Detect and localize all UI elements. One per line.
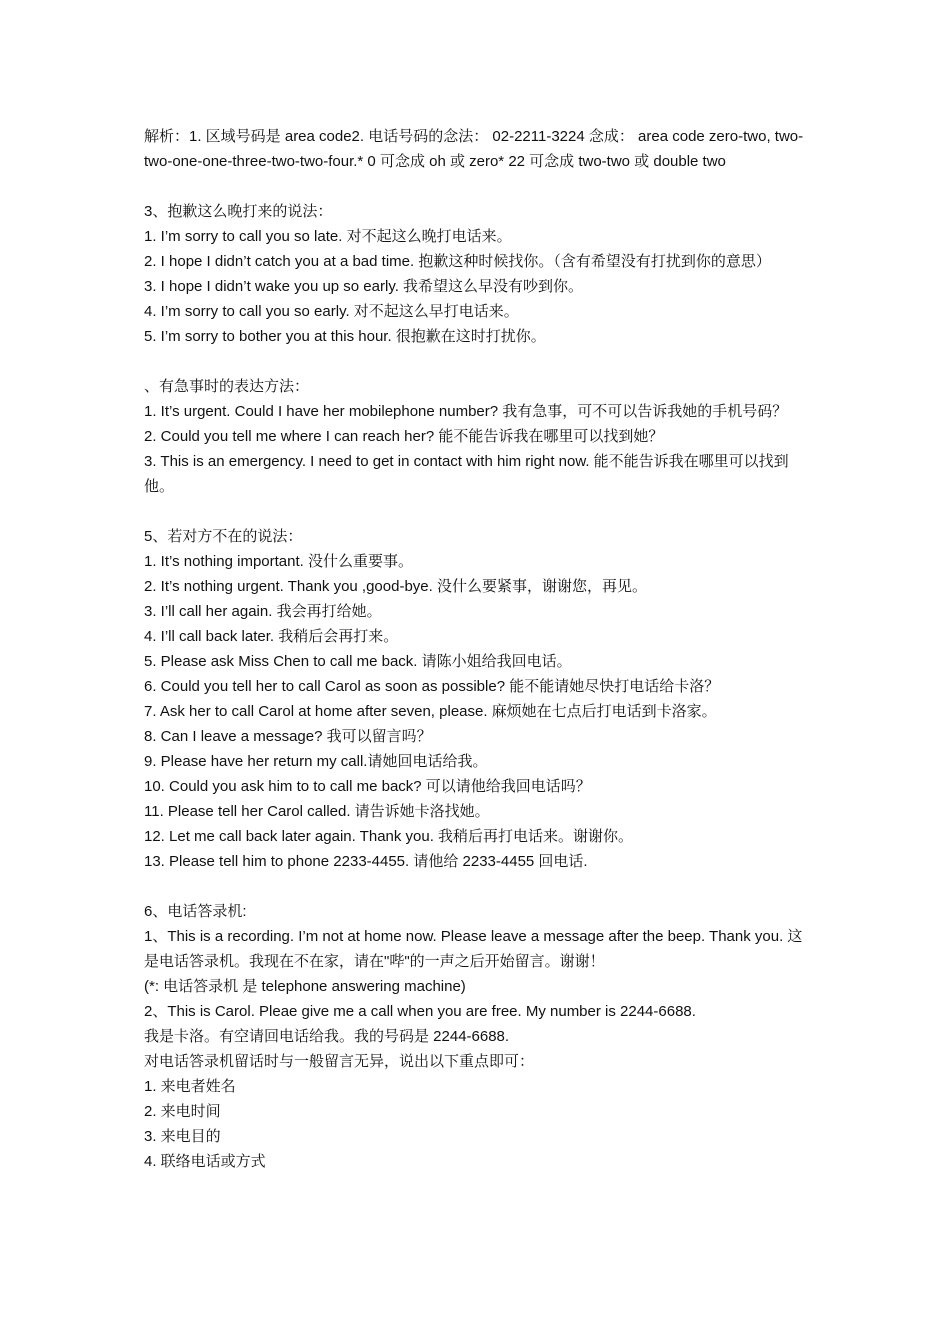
blank-line — [144, 874, 810, 899]
text-line: 4. 联络电话或方式 — [144, 1153, 266, 1170]
blank-line — [144, 174, 810, 199]
text-line: 3. I’ll call her again. 我会再打给她。 — [144, 603, 382, 620]
text-line: 6、电话答录机: — [144, 903, 247, 920]
text-line: 4. I’ll call back later. 我稍后会再打来。 — [144, 628, 399, 645]
text-line: 12. Let me call back later again. Thank you. 我稍后再打电话来。谢谢你。 — [144, 828, 634, 845]
text-line: (*: 电话答录机 是 telephone answering machine) — [144, 978, 466, 995]
text-line: 1. It’s nothing important. 没什么重要事。 — [144, 553, 413, 570]
text-line: 11. Please tell her Carol called. 请告诉她卡洛找她。 — [144, 803, 490, 820]
text-line: 5. I’m sorry to bother you at this hour. 很抱歉在这时打扰你。 — [144, 328, 546, 345]
text-line: 8. Can I leave a message? 我可以留言吗？ — [144, 728, 432, 745]
text-line: 10. Could you ask him to to call me back? 可以请他给我回电话吗？ — [144, 778, 591, 795]
text-line: 3. This is an emergency. I need to get in contact with him right now. 能不能告诉我在哪里可以找到他。 — [144, 453, 789, 495]
text-line: 13. Please tell him to phone 2233-4455. 请他给 2233-4455 回电话. — [144, 853, 588, 870]
text-line: 、有急事时的表达方法： — [144, 378, 310, 395]
text-line: 3. 来电目的 — [144, 1128, 221, 1145]
text-line: 5. Please ask Miss Chen to call me back. 请陈小姐给我回电话。 — [144, 653, 572, 670]
text-line: 2、This is Carol. Pleae give me a call when you are free. My number is 2244-6688. — [144, 1003, 696, 1020]
text-line: 2. I hope I didn’t catch you at a bad time. 抱歉这种时候找你。（含有希望没有打扰到你的意思） — [144, 253, 771, 270]
text-line: 1. I’m sorry to call you so late. 对不起这么晚打电话来。 — [144, 228, 512, 245]
text-line: 2. 来电时间 — [144, 1103, 221, 1120]
text-line: 5、若对方不在的说法： — [144, 528, 303, 545]
text-line: 1. 来电者姓名 — [144, 1078, 236, 1095]
text-line: 对电话答录机留话时与一般留言无异，说出以下重点即可： — [144, 1053, 535, 1070]
text-line: 6. Could you tell her to call Carol as soon as possible? 能不能请她尽快打电话给卡洛？ — [144, 678, 720, 695]
text-line: 2. Could you tell me where I can reach her? 能不能告诉我在哪里可以找到她？ — [144, 428, 664, 445]
text-line: 3. I hope I didn’t wake you up so early. 我希望这么早没有吵到你。 — [144, 278, 584, 295]
document-body — [144, 124, 810, 1174]
text-line: 7. Ask her to call Carol at home after seven, please. 麻烦她在七点后打电话到卡洛家。 — [144, 703, 717, 720]
text-line: 9. Please have her return my call.请她回电话给我。 — [144, 753, 488, 770]
text-line: 解析：1. 区域号码是 area code2. 电话号码的念法： 02-2211-3224 念成： area code zero-two, two-two-one-one-three-two-two-four.* 0 可念成 oh 或 zero* 22 可念成 two-two 或 double two — [144, 128, 804, 170]
text-line: 2. It’s nothing urgent. Thank you ,good-bye. 没什么要紧事，谢谢您，再见。 — [144, 578, 647, 595]
text-line: 1、This is a recording. I’m not at home now. Please leave a message after the beep. Thank you. 这是电话答录机。我现在不在家，请在"哔"的一声之后开始留言。谢谢！ — [144, 928, 803, 970]
blank-line — [144, 349, 810, 374]
text-line: 3、抱歉这么晚打来的说法： — [144, 203, 333, 220]
text-line: 1. It’s urgent. Could I have her mobilephone number? 我有急事，可不可以告诉我她的手机号码？ — [144, 403, 788, 420]
text-line: 我是卡洛。有空请回电话给我。我的号码是 2244-6688. — [144, 1028, 510, 1045]
text-line: 4. I’m sorry to call you so early. 对不起这么早打电话来。 — [144, 303, 519, 320]
blank-line — [144, 499, 810, 524]
